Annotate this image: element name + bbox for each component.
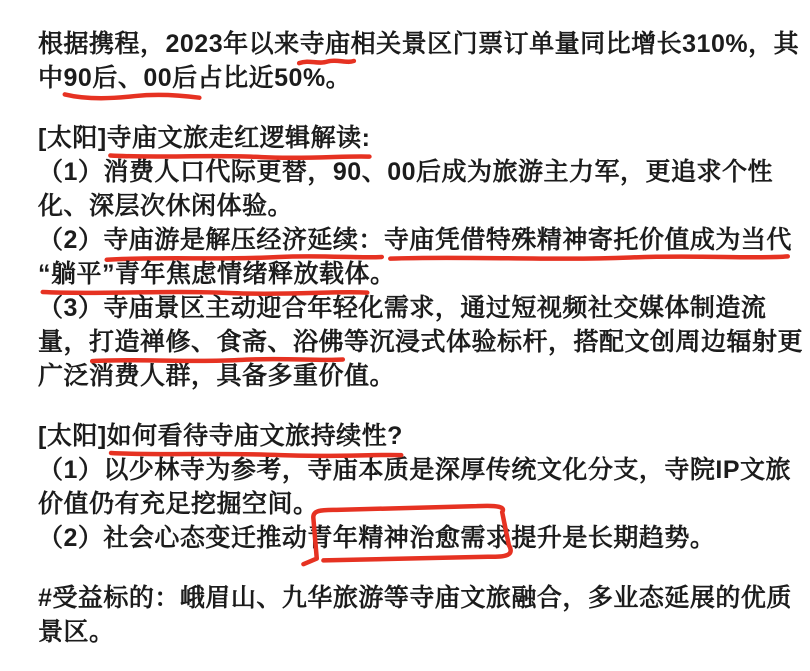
text-segment: 寺庙凭借特殊精神寄托价值成为当代 [383, 226, 792, 254]
text-segment: （3）寺庙景区主动迎合年轻化需求，通过短视频社交媒体制造流 [38, 294, 767, 322]
paragraph-beneficiaries [38, 581, 790, 649]
text-segment: 等沉浸式体验标杆，搭配文创周边辐射更 [344, 328, 804, 356]
text-segment: 提升是长期趋势。 [511, 524, 716, 552]
paragraph-sustainability [38, 419, 790, 555]
text-line [38, 223, 790, 257]
sun-emoji-text: [太阳] [38, 422, 107, 450]
text-segment: 如何看待寺庙文旅持续性? [106, 422, 403, 450]
text-segment: 化、深层次休闲体验。 [38, 192, 294, 220]
text-segment: 寺庙文旅走红逻辑解读: [106, 124, 371, 152]
text-line [38, 291, 790, 325]
text-segment: （2） [38, 226, 104, 254]
paragraph-logic-analysis [38, 121, 804, 393]
underlined-heading [107, 121, 371, 155]
underlined-heading [107, 419, 403, 453]
text-segment: 寺庙游是解压经济延续： [103, 226, 384, 254]
text-line [38, 453, 790, 487]
text-segment: 青年精神治愈需求 [307, 524, 512, 552]
text-segment: 中 [38, 64, 64, 92]
text-line [38, 581, 790, 615]
text-segment: 根据携程，2023年以来 [38, 30, 300, 58]
text-segment: 90后、00后 [63, 64, 198, 92]
text-line [38, 155, 790, 189]
paragraph-intro [38, 27, 800, 95]
text-segment: 量， [38, 328, 90, 356]
text-segment: 广泛消费人群，具备多重价值。 [38, 362, 396, 390]
text-segment: 景区。 [38, 618, 115, 646]
underlined-text [300, 27, 351, 61]
text-segment: 寺庙 [299, 30, 351, 58]
heading-line [38, 419, 790, 453]
text-line [38, 61, 790, 95]
text-segment: （1）以少林寺为参考，寺庙本质是深厚传统文化分支，寺院IP文旅 [38, 456, 792, 484]
text-line [38, 615, 790, 649]
text-segment: 打造禅修、食斋、浴佛 [89, 328, 345, 356]
text-line [38, 521, 790, 555]
text-line [38, 257, 790, 291]
text-segment: “躺平”青年焦虑情绪释放载体 [38, 260, 371, 288]
underlined-text [89, 325, 344, 359]
underlined-text [64, 61, 198, 95]
underlined-text [103, 223, 384, 257]
heading-line [38, 121, 790, 155]
text-segment: 相关景区门票订单量同比增长310%，其 [350, 30, 800, 58]
underlined-text [384, 223, 792, 257]
text-segment: 。 [370, 260, 396, 288]
text-segment: （2）社会心态变迁推动 [38, 524, 308, 552]
text-line [38, 325, 804, 359]
text-line [38, 359, 790, 393]
text-segment: 价值仍有充足挖掘空间。 [38, 490, 319, 518]
text-segment: （1）消费人口代际更替，90、00后成为旅游主力军，更追求个性 [38, 158, 774, 186]
underlined-text [38, 257, 370, 291]
text-line [38, 27, 800, 61]
text-segment: 占比近50%。 [197, 64, 352, 92]
document-content [38, 27, 804, 649]
red-circled-text [307, 521, 511, 555]
text-line [38, 487, 790, 521]
text-line [38, 189, 790, 223]
text-segment: #受益标的：峨眉山、九华旅游等寺庙文旅融合，多业态延展的优质 [38, 584, 792, 612]
sun-emoji-text: [太阳] [38, 124, 107, 152]
